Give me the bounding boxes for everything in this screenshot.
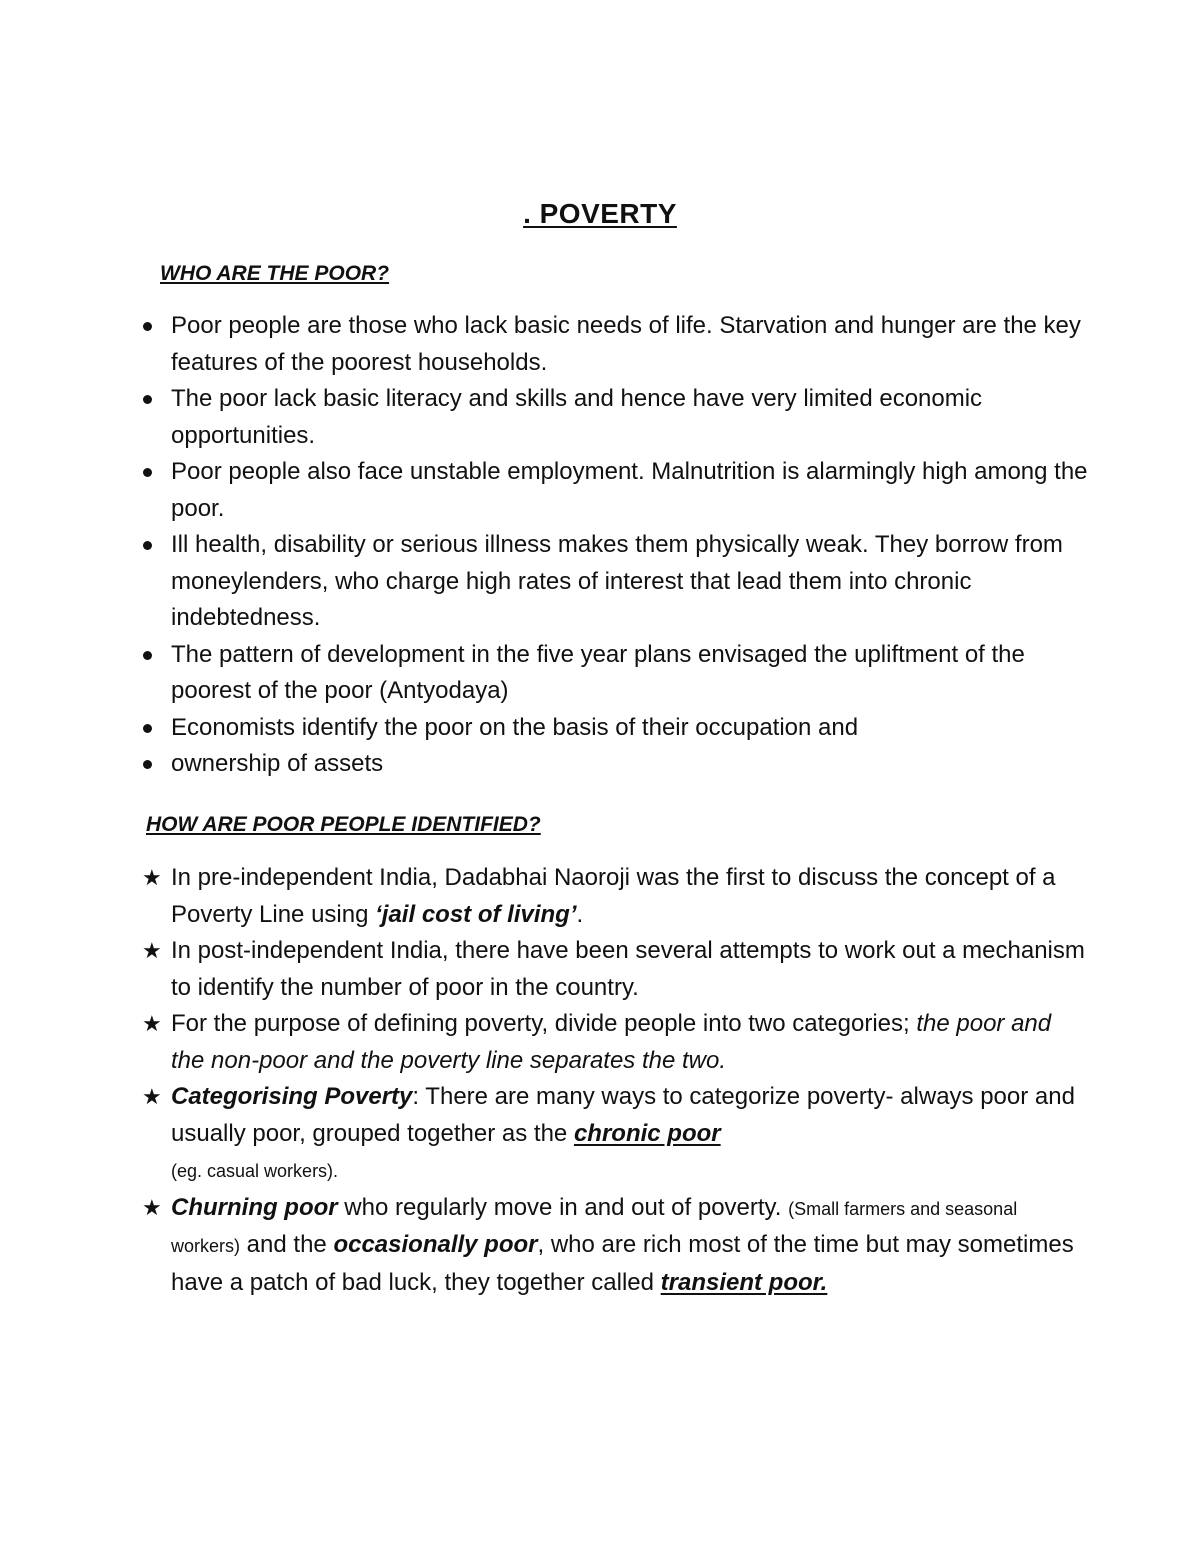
emphasis-poor-non-poor: the poor and the non-poor and the poverty line separates the two. — [171, 1010, 1052, 1074]
list-item — [0, 1079, 1200, 1190]
list-item — [0, 860, 1200, 933]
list-item-text: ownership of assets — [171, 750, 384, 777]
list-item — [0, 1190, 1200, 1302]
bullet-list-who-are-the-poor — [0, 308, 1200, 783]
list-item — [0, 454, 1200, 527]
list-item — [0, 527, 1200, 637]
list-item — [0, 933, 1200, 1006]
list-item-text: The poor lack basic literacy and skills and hence have very limited economic opportunities. — [171, 385, 983, 449]
star-icon: ★ — [142, 1011, 162, 1036]
list-item-text: Ill health, disability or serious illness makes them physically weak. They borrow from moneylenders, who charge high rates of interest that lead them into chronic indebtedness. — [171, 531, 1063, 631]
note-casual-workers: (eg. casual workers). — [171, 1161, 339, 1181]
list-item-text: : There are many ways to categorize poverty- always poor and usually poor, grouped together as the — [171, 1083, 1075, 1147]
emphasis-occasionally-poor: occasionally poor — [333, 1231, 538, 1258]
list-item — [0, 308, 1200, 381]
list-item-text: The pattern of development in the five year plans envisaged the upliftment of the poorest of the poor (Antyodaya) — [171, 640, 1025, 704]
list-item-text-end: . — [576, 900, 584, 928]
list-item — [0, 1006, 1200, 1079]
list-item-text: In post-independent India, there have been several attempts to work out a mechanism to identify the number of poor in the country. — [171, 937, 1085, 1001]
note-small-farmers: (Small farmers and seasonal workers) — [171, 1198, 1018, 1256]
list-item-text: In pre-independent India, Dadabhai Naoroji was the first to discuss the concept of a Poverty Line using — [171, 864, 1056, 928]
list-item-text: Economists identify the poor on the basis of their occupation and — [171, 713, 859, 741]
list-item — [0, 710, 1200, 747]
emphasis-transient-poor: transient poor. — [660, 1268, 828, 1296]
list-item — [0, 381, 1200, 454]
page-title: . POVERTY — [523, 198, 677, 229]
list-item-text-2: and the — [240, 1231, 334, 1258]
emphasis-jail-cost: ‘jail cost of living’ — [375, 900, 577, 928]
star-icon: ★ — [142, 1084, 162, 1109]
star-list-how-identified — [0, 860, 1200, 1301]
list-item-text: Poor people also face unstable employment. Malnutrition is alarmingly high among the poor. — [171, 458, 1088, 522]
section-heading-how-identified: HOW ARE POOR PEOPLE IDENTIFIED? — [146, 813, 541, 836]
lead-categorising-poverty: Categorising Poverty — [171, 1083, 413, 1110]
list-item-text: Poor people are those who lack basic needs of life. Starvation and hunger are the key features of the poorest households. — [171, 312, 1081, 376]
section-heading-who-are-the-poor: WHO ARE THE POOR? — [160, 262, 390, 285]
star-icon: ★ — [142, 938, 162, 963]
list-item — [0, 746, 1200, 783]
list-item-text-3: , who are rich most of the time but may sometimes have a patch of bad luck, they together called — [171, 1231, 1074, 1296]
lead-churning-poor: Churning poor — [171, 1193, 338, 1221]
star-icon: ★ — [142, 865, 162, 890]
list-item — [0, 637, 1200, 710]
list-item-text: For the purpose of defining poverty, divide people into two categories; — [171, 1010, 917, 1037]
emphasis-chronic-poor: chronic poor — [573, 1119, 721, 1147]
list-item-text: who regularly move in and out of poverty. — [337, 1193, 789, 1221]
star-icon: ★ — [142, 1194, 162, 1220]
